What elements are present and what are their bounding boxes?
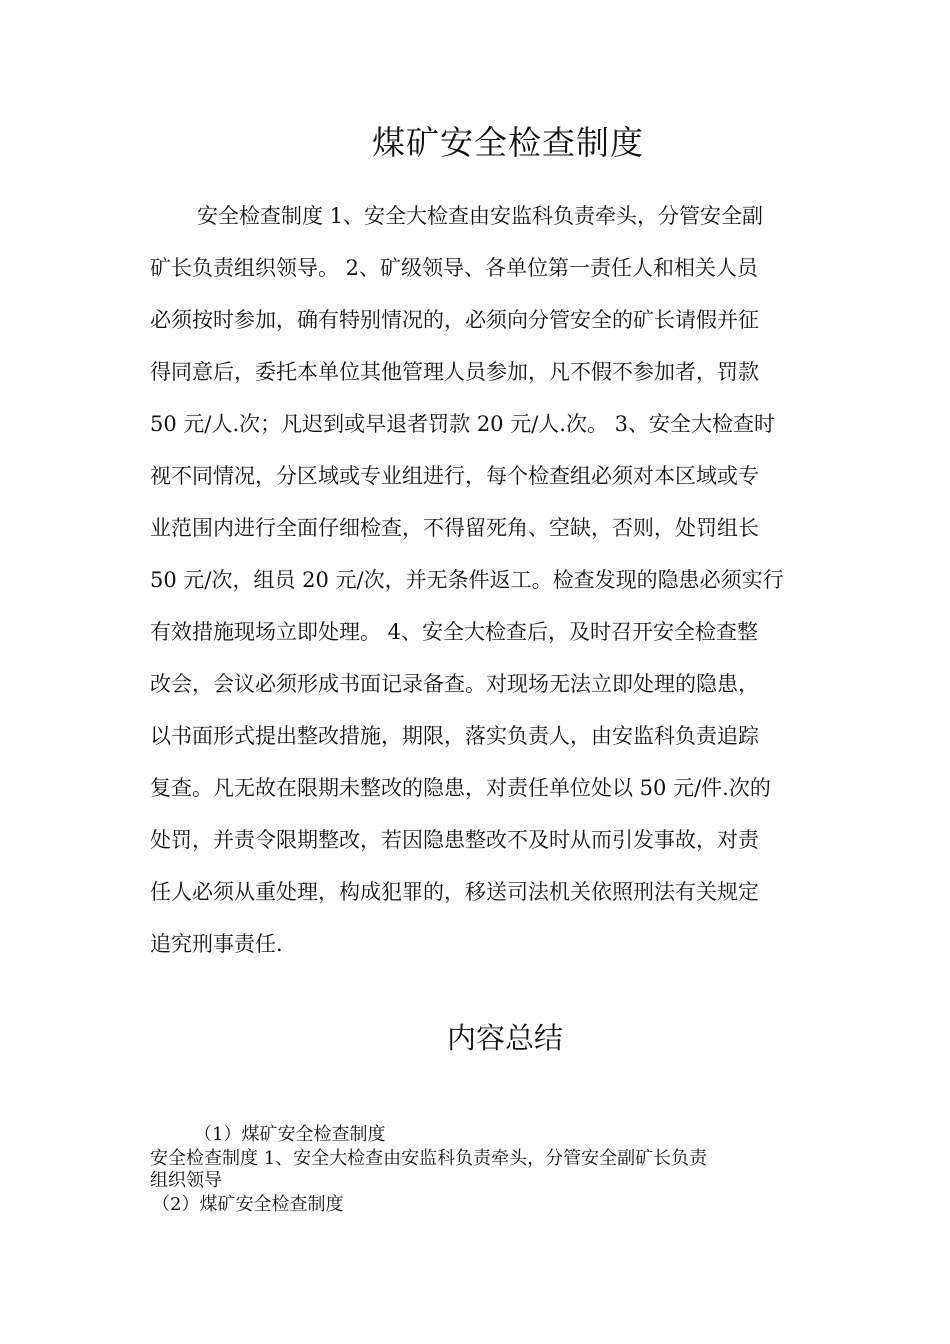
body-line: 追究刑事责任. xyxy=(150,932,283,956)
body-line: 改会，会议必须形成书面记录备查。对现场无法立即处理的隐患， xyxy=(150,672,759,696)
summary-item-1-heading: （1）煤矿安全检查制度 xyxy=(194,1124,386,1145)
body-line: 任人必须从重处理，构成犯罪的，移送司法机关依照刑法有关规定 xyxy=(150,880,759,904)
summary-heading: 内容总结 xyxy=(446,1021,563,1055)
body-line: 50 元/人.次；凡迟到或早退者罚款 20 元/人.次。 3、安全大检查时 xyxy=(150,412,776,436)
summary-section xyxy=(150,1122,810,1218)
body-line: 复查。凡无故在限期未整改的隐患，对责任单位处以 50 元/件.次的 xyxy=(150,776,771,800)
summary-item-1-text-continued: 组织领导 xyxy=(150,1170,222,1191)
body-line: 安全检查制度 1、安全大检查由安监科负责牵头，分管安全副 xyxy=(197,204,764,228)
body-line: 50 元/次，组员 20 元/次，并无条件返工。检查发现的隐患必须实行 xyxy=(150,568,784,592)
body-line: 矿长负责组织领导。 2、矿级领导、各单位第一责任人和相关人员 xyxy=(150,256,759,280)
body-line: 得同意后，委托本单位其他管理人员参加，凡不假不参加者，罚款 xyxy=(150,360,759,384)
document-title: 煤矿安全检查制度 xyxy=(372,123,644,162)
summary-item-1-text: 安全检查制度 1、安全大检查由安监科负责牵头，分管安全副矿长负责 xyxy=(150,1148,708,1169)
summary-item-2-heading: （2）煤矿安全检查制度 xyxy=(152,1194,344,1215)
body-line: 必须按时参加，确有特别情况的，必须向分管安全的矿长请假并征 xyxy=(150,308,759,332)
body-line: 视不同情况，分区域或专业组进行，每个检查组必须对本区域或专 xyxy=(150,464,759,488)
body-line: 业范围内进行全面仔细检查，不得留死角、空缺，否则，处罚组长 xyxy=(150,516,759,540)
document-body xyxy=(150,190,802,970)
body-line: 处罚，并责令限期整改，若因隐患整改不及时从而引发事故，对责 xyxy=(150,828,759,852)
body-line: 以书面形式提出整改措施，期限，落实负责人，由安监科负责追踪 xyxy=(150,724,759,748)
body-line: 有效措施现场立即处理。 4、安全大检查后，及时召开安全检查整 xyxy=(150,620,759,644)
